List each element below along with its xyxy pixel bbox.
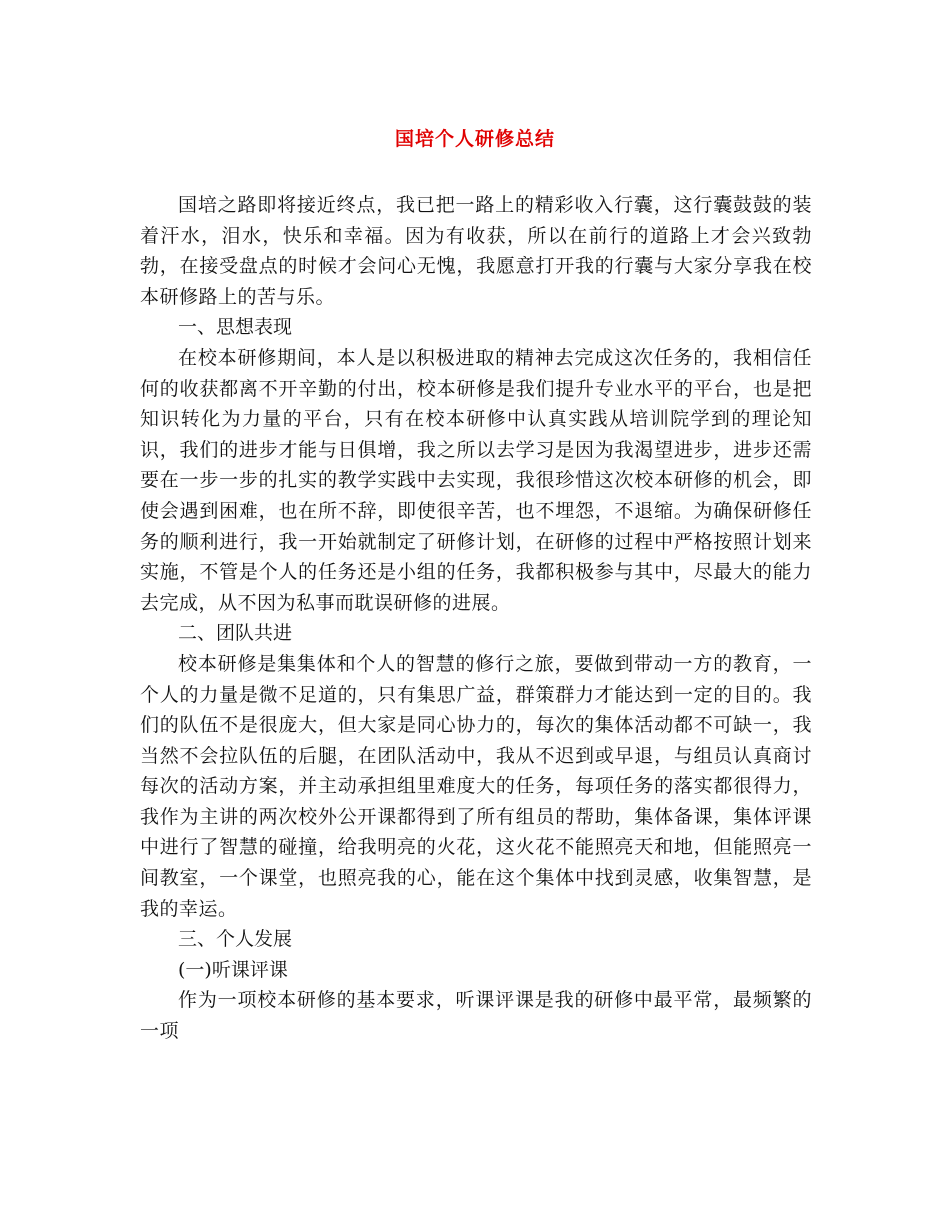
document-title: 国培个人研修总结 <box>394 128 555 150</box>
paragraph-lessons: 作为一项校本研修的基本要求，听课评课是我的研修中最平常，最频繁的一项 <box>140 989 812 1043</box>
document-body <box>140 190 812 1047</box>
section-heading-thinking: 一、思想表现 <box>178 316 293 339</box>
subsection-heading-lessons: (一)听课评课 <box>178 958 288 981</box>
paragraph-intro: 国培之路即将接近终点，我已把一路上的精彩收入行囊，这行囊鼓鼓的装着汗水，泪水，快乐和幸福。因为有收获，所以在前行的道路上才会兴致勃勃，在接受盘点的时候才会问心无愧，我愿意打开我的行囊与大家分享我在校本研修路上的苦与乐。 <box>140 194 812 308</box>
paragraph-team: 校本研修是集集体和个人的智慧的修行之旅，要做到带动一方的教育，一个人的力量是微不足道的，只有集思广益，群策群力才能达到一定的目的。我们的队伍不是很庞大，但大家是同心协力的，每次的集体活动都不可缺一，我当然不会拉队伍的后腿，在团队活动中，我从不迟到或早退，与组员认真商讨每次的活动方案，并主动承担组里难度大的任务，每项任务的落实都很得力，我作为主讲的两次校外公开课都得到了所有组员的帮助，集体备课，集体评课中进行了智慧的碰撞，给我明亮的火花，这火花不能照亮天和地，但能照亮一间教室，一个课堂，也照亮我的心，能在这个集体中找到灵感，收集智慧，是我的幸运。 <box>140 652 812 920</box>
section-heading-team: 二、团队共进 <box>178 622 293 645</box>
paragraph-thinking: 在校本研修期间，本人是以积极进取的精神去完成这次任务的，我相信任何的收获都离不开辛勤的付出，校本研修是我们提升专业水平的平台，也是把知识转化为力量的平台，只有在校本研修中认真实践从培训院学到的理论知识，我们的进步才能与日俱增，我之所以去学习是因为我渴望进步，进步还需要在一步一步的扎实的教学实践中去实现，我很珍惜这次校本研修的机会，即使会遇到困难，也在所不辞，即使很辛苦，也不埋怨，不退缩。为确保研修任务的顺利进行，我一开始就制定了研修计划，在研修的过程中严格按照计划来实施，不管是个人的任务还是小组的任务，我都积极参与其中，尽最大的能力去完成，从不因为私事而耽误研修的进展。 <box>140 346 812 614</box>
section-heading-development: 三、个人发展 <box>178 928 293 951</box>
